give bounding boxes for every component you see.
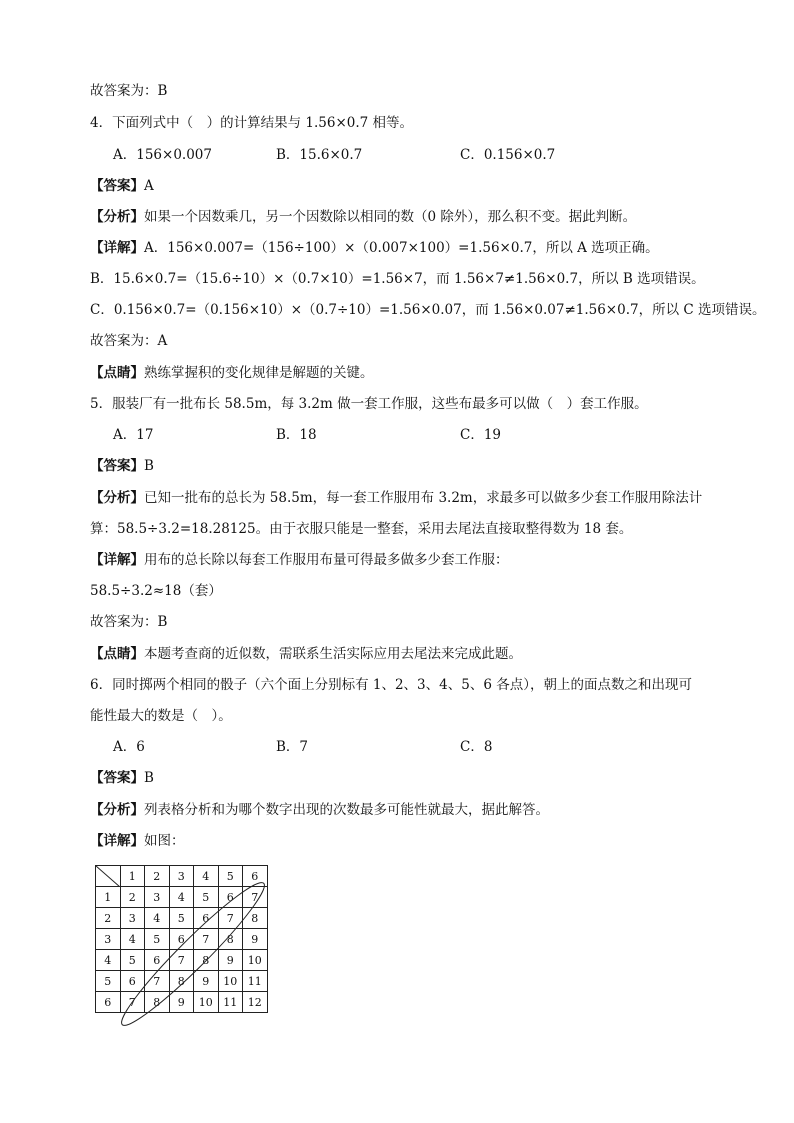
q5-analysis: [90, 489, 702, 507]
dice-sum-table: [95, 865, 268, 1013]
sum-cell: 11: [243, 971, 268, 992]
table-row: [96, 950, 268, 971]
detail-text: 如图：: [144, 833, 185, 849]
sum-cell: 7: [120, 992, 145, 1013]
q6-option-b: B．7: [276, 739, 309, 755]
sum-cell: 8: [145, 992, 170, 1013]
q4-detail-c: C．0.156×0.7=（0.156×10）×（0.7÷10）=1.56×0.07，而 1.56×0.07≠1.56×0.7，所以 C 选项错误。: [90, 302, 766, 318]
comment-tag: 【点睛】: [90, 365, 144, 381]
sum-cell: 8: [169, 971, 194, 992]
corner-cell: [96, 866, 121, 887]
answer-value: A: [144, 178, 154, 194]
q4-comment: [90, 364, 374, 382]
q6-answer: [90, 769, 154, 787]
row-label-cell: 4: [96, 950, 121, 971]
analysis-text: 列表格分析和为哪个数字出现的次数最多可能性就最大，据此解答。: [144, 802, 549, 818]
q5-calculation: 58.5÷3.2≈18（套）: [90, 583, 222, 599]
detail-tag: 【详解】: [90, 552, 144, 568]
q4-detail: [90, 239, 659, 257]
sum-cell: 5: [120, 950, 145, 971]
q5-comment: [90, 645, 522, 663]
sum-cell: 4: [169, 887, 194, 908]
header-cell: 4: [194, 866, 219, 887]
sum-cell: 7: [169, 950, 194, 971]
sum-cell: 11: [218, 992, 243, 1013]
sum-cell: 8: [243, 908, 268, 929]
sum-cell: 10: [243, 950, 268, 971]
question-5: 5．服装厂有一批布长 58.5m，每 3.2m 做一套工作服，这些布最多可以做（ ）套工作服。: [90, 396, 648, 412]
sum-cell: 9: [194, 971, 219, 992]
row-label-cell: 5: [96, 971, 121, 992]
q6-option-c: C．8: [460, 739, 493, 755]
answer-tag: 【答案】: [90, 458, 144, 474]
table-row: [96, 887, 268, 908]
row-label-cell: 6: [96, 992, 121, 1013]
detail-tag: 【详解】: [90, 240, 144, 256]
sum-cell: 7: [218, 908, 243, 929]
row-label-cell: 3: [96, 929, 121, 950]
detail-text: 用布的总长除以每套工作服用布量可得最多做多少套工作服：: [144, 552, 509, 568]
row-label-cell: 2: [96, 908, 121, 929]
sum-cell: 8: [194, 950, 219, 971]
q4-analysis: [90, 208, 636, 226]
sum-cell: 4: [120, 929, 145, 950]
sum-cell: 8: [218, 929, 243, 950]
analysis-text: 已知一批布的总长为 58.5m，每一套工作服用布 3.2m，求最多可以做多少套工作服用除法计: [144, 490, 703, 506]
header-cell: 1: [120, 866, 145, 887]
diagonal-line: [96, 866, 120, 887]
sum-cell: 10: [218, 971, 243, 992]
comment-tag: 【点睛】: [90, 646, 144, 662]
sum-cell: 6: [120, 971, 145, 992]
table-row: [96, 992, 268, 1013]
q6-detail: [90, 832, 185, 850]
sum-cell: 12: [243, 992, 268, 1013]
analysis-tag: 【分析】: [90, 490, 144, 506]
sum-cell: 5: [145, 929, 170, 950]
header-cell: 3: [169, 866, 194, 887]
sum-cell: 6: [145, 950, 170, 971]
sum-cell: 6: [218, 887, 243, 908]
sum-cell: 9: [243, 929, 268, 950]
header-cell: 5: [218, 866, 243, 887]
analysis-text: 如果一个因数乘几，另一个因数除以相同的数（0 除外），那么积不变。据此判断。: [144, 209, 637, 225]
sum-cell: 4: [145, 908, 170, 929]
sum-cell: 9: [218, 950, 243, 971]
comment-text: 本题考查商的近似数，需联系生活实际应用去尾法来完成此题。: [144, 646, 522, 662]
detail-text: A．156×0.007=（156÷100）×（0.007×100）=1.56×0.7，所以 A 选项正确。: [144, 240, 659, 256]
header-cell: 6: [243, 866, 268, 887]
q5-option-c: C．19: [460, 427, 502, 443]
sum-cell: 6: [169, 929, 194, 950]
table-header-row: [96, 866, 268, 887]
detail-tag: 【详解】: [90, 833, 144, 849]
q5-analysis-cont: 算：58.5÷3.2=18.28125。由于衣服只能是一整套，采用去尾法直接取整得数为 18 套。: [90, 521, 633, 537]
analysis-tag: 【分析】: [90, 802, 144, 818]
sum-cell: 5: [169, 908, 194, 929]
sum-cell: 3: [120, 908, 145, 929]
table-row: [96, 929, 268, 950]
q5-option-a: A．17: [113, 427, 154, 443]
q5-answer: [90, 457, 154, 475]
sum-cell: 10: [194, 992, 219, 1013]
sum-cell: 2: [120, 887, 145, 908]
sum-cell: 5: [194, 887, 219, 908]
q5-final-answer: 故答案为：B: [90, 614, 168, 630]
question-6-cont: 能性最大的数是（ ）。: [90, 708, 232, 724]
q4-option-c: C．0.156×0.7: [460, 147, 556, 163]
analysis-tag: 【分析】: [90, 209, 144, 225]
q4-detail-b: B．15.6×0.7=（15.6÷10）×（0.7×10）=1.56×7，而 1.56×7≠1.56×0.7，所以 B 选项错误。: [90, 271, 705, 287]
answer-tag: 【答案】: [90, 178, 144, 194]
answer-value: B: [144, 458, 154, 474]
comment-text: 熟练掌握积的变化规律是解题的关键。: [144, 365, 374, 381]
question-6: 6．同时掷两个相同的骰子（六个面上分别标有 1、2、3、4、5、6 各点），朝上的面点数之和出现可: [90, 677, 692, 693]
table-row: [96, 908, 268, 929]
answer-line: 故答案为：B: [90, 83, 168, 99]
question-4: 4．下面列式中（ ）的计算结果与 1.56×0.7 相等。: [90, 115, 414, 131]
sum-cell: 9: [169, 992, 194, 1013]
q4-answer: [90, 177, 154, 195]
sum-cell: 3: [145, 887, 170, 908]
sum-cell: 7: [145, 971, 170, 992]
sum-cell: 7: [194, 929, 219, 950]
q5-detail: [90, 551, 509, 569]
header-cell: 2: [145, 866, 170, 887]
q4-final-answer: 故答案为：A: [90, 333, 168, 349]
q6-analysis: [90, 801, 549, 819]
table-row: [96, 971, 268, 992]
q6-option-a: A．6: [113, 739, 145, 755]
sum-cell: 6: [194, 908, 219, 929]
q5-option-b: B．18: [276, 427, 317, 443]
q4-option-b: B．15.6×0.7: [276, 147, 363, 163]
row-label-cell: 1: [96, 887, 121, 908]
q4-option-a: A．156×0.007: [113, 147, 212, 163]
answer-value: B: [144, 770, 154, 786]
answer-tag: 【答案】: [90, 770, 144, 786]
sum-cell: 7: [243, 887, 268, 908]
